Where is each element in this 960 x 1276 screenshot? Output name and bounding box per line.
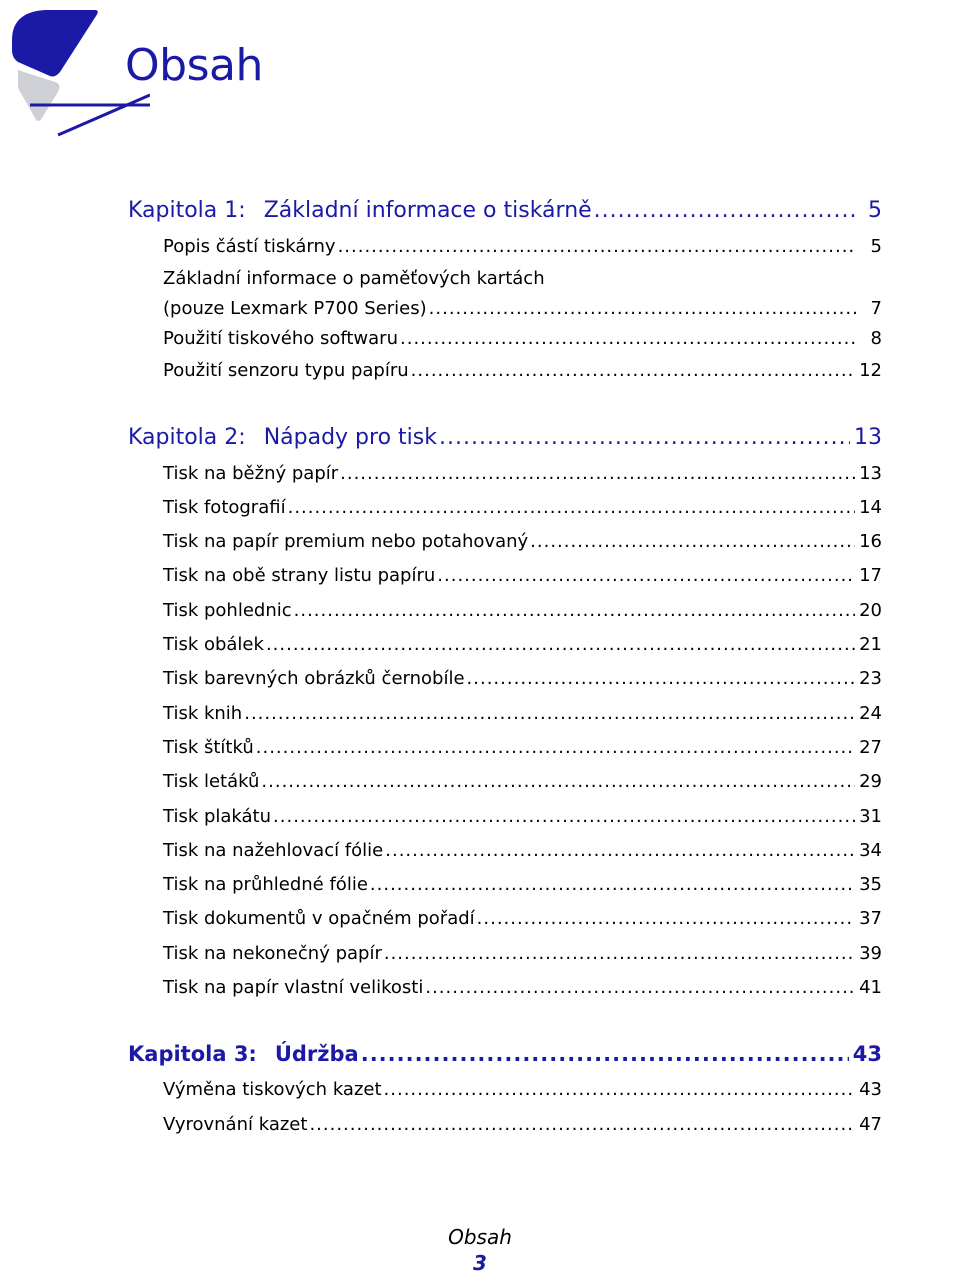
- toc-entry[interactable]: [128, 1108, 882, 1142]
- entry-page: 23: [859, 668, 882, 690]
- toc-entry[interactable]: [128, 902, 882, 936]
- leader-dots: [338, 230, 856, 264]
- entry-page: 17: [859, 565, 882, 587]
- chapter-label: Kapitola 2:: [128, 424, 246, 450]
- leader-dots: [385, 834, 855, 868]
- entry-title: Tisk na nekonečný papír: [163, 942, 382, 964]
- toc-entry[interactable]: [128, 834, 882, 868]
- entry-title: Použití tiskového softwaru: [163, 328, 398, 350]
- toc-entry[interactable]: [128, 1073, 882, 1107]
- entry-title: Popis částí tiskárny: [163, 236, 336, 257]
- leader-dots: [411, 354, 855, 388]
- toc-entry[interactable]: [128, 559, 882, 593]
- chapter-page: 43: [852, 1042, 882, 1067]
- entry-page: 43: [859, 1079, 882, 1101]
- leader-dots: [361, 1035, 849, 1073]
- leader-dots: [288, 491, 856, 525]
- toc-entry[interactable]: [128, 662, 882, 696]
- entry-page: 24: [859, 702, 882, 724]
- entry-page: 29: [859, 771, 882, 793]
- entry-title: Tisk letáků: [163, 771, 260, 793]
- toc-entry[interactable]: [128, 230, 882, 264]
- entry-title: Tisk na běžný papír: [163, 462, 339, 484]
- entry-page: 8: [870, 328, 882, 350]
- leader-dots: [256, 731, 855, 765]
- entry-title: Vyrovnání kazet: [163, 1113, 308, 1135]
- chapter-2-entries: [128, 457, 882, 1006]
- footer-label: Obsah: [448, 1225, 512, 1249]
- entry-page: 12: [859, 360, 882, 382]
- page-title: Obsah: [125, 40, 263, 91]
- entry-title: Tisk na papír premium nebo potahovaný: [163, 531, 529, 553]
- entry-page: 27: [859, 736, 882, 758]
- toc-entry[interactable]: [128, 324, 882, 354]
- entry-page: 13: [859, 462, 882, 484]
- leader-dots: [437, 559, 855, 593]
- entry-page: 37: [859, 908, 882, 930]
- leader-dots: [273, 800, 855, 834]
- leader-dots: [370, 868, 855, 902]
- toc-entry[interactable]: [128, 765, 882, 799]
- entry-page: 21: [859, 634, 882, 656]
- chapter-page: 13: [854, 424, 882, 450]
- entry-page: 16: [859, 531, 882, 553]
- leader-dots: [439, 419, 850, 457]
- toc-entry[interactable]: [128, 628, 882, 662]
- entry-title: Tisk na průhledné fólie: [163, 874, 368, 896]
- toc-entry[interactable]: [128, 800, 882, 834]
- entry-title: Tisk na nažehlovací fólie: [163, 839, 384, 861]
- leader-dots: [467, 662, 856, 696]
- chapter-label: Kapitola 1:: [128, 198, 246, 223]
- toc-entry[interactable]: [128, 294, 882, 324]
- footer-page-number: 3: [473, 1251, 487, 1275]
- chapter-page: 5: [868, 198, 882, 223]
- toc-entry[interactable]: [128, 525, 882, 559]
- entry-title: Tisk na obě strany listu papíru: [163, 565, 436, 587]
- chapter-title: Nápady pro tisk: [263, 424, 437, 450]
- entry-title: Výměna tiskových kazet: [163, 1079, 382, 1101]
- leader-dots: [261, 765, 855, 799]
- toc-entry[interactable]: [128, 354, 882, 388]
- toc-chapter-3[interactable]: [128, 1035, 882, 1073]
- leader-dots: [244, 697, 855, 731]
- leader-dots: [266, 628, 855, 662]
- toc-entry[interactable]: [128, 697, 882, 731]
- chapter-1-entries: [128, 230, 882, 389]
- leader-dots: [429, 294, 856, 324]
- entry-page: 34: [859, 839, 882, 861]
- toc-entry[interactable]: [128, 731, 882, 765]
- entry-title: Tisk knih: [163, 702, 243, 724]
- leader-dots: [294, 594, 855, 628]
- toc-entry[interactable]: [128, 971, 882, 1005]
- entry-page: 41: [859, 977, 882, 999]
- entry-title: Použití senzoru typu papíru: [163, 360, 409, 382]
- toc-chapter-2[interactable]: [128, 419, 882, 457]
- entry-page: 35: [859, 874, 882, 896]
- toc-entry[interactable]: [128, 937, 882, 971]
- entry-page: 14: [859, 496, 882, 518]
- chapter-3-entries: [128, 1073, 882, 1142]
- leader-dots: [309, 1108, 855, 1142]
- leader-dots: [384, 1073, 856, 1107]
- entry-page: 7: [870, 298, 882, 320]
- leader-dots: [594, 192, 856, 230]
- chapter-title: Základní informace o tiskárně: [263, 198, 592, 223]
- entry-title: Tisk na papír vlastní velikosti: [163, 977, 424, 999]
- toc-entry[interactable]: [128, 868, 882, 902]
- entry-title: Tisk obálek: [163, 634, 264, 656]
- entry-title: Tisk fotografií: [163, 496, 286, 518]
- entry-title: Tisk dokumentů v opačném pořadí: [163, 908, 475, 930]
- entry-title: Tisk pohlednic: [163, 599, 292, 621]
- toc-entry[interactable]: [128, 457, 882, 491]
- leader-dots: [340, 457, 855, 491]
- entry-page: 47: [859, 1113, 882, 1135]
- entry-page: 5: [870, 236, 882, 257]
- entry-title: Tisk štítků: [163, 736, 254, 758]
- entry-title: Tisk barevných obrázků černobíle: [163, 668, 465, 690]
- toc-entry-line1[interactable]: [128, 264, 882, 294]
- leader-dots: [530, 525, 855, 559]
- toc-chapter-1[interactable]: [128, 192, 882, 230]
- toc-entry[interactable]: [128, 491, 882, 525]
- leader-dots: [384, 937, 855, 971]
- toc-entry[interactable]: [128, 594, 882, 628]
- leader-dots: [477, 902, 855, 936]
- leader-dots: [425, 971, 855, 1005]
- entry-page: 39: [859, 942, 882, 964]
- page-footer: [0, 1224, 960, 1276]
- entry-title: Tisk plakátu: [163, 805, 272, 827]
- chapter-label: Kapitola 3:: [128, 1042, 257, 1067]
- leader-dots: [400, 324, 856, 354]
- entry-page: 31: [859, 805, 882, 827]
- entry-title: (pouze Lexmark P700 Series): [163, 298, 427, 320]
- entry-page: 20: [859, 599, 882, 621]
- table-of-contents: [128, 192, 882, 1148]
- chapter-title: Údržba: [274, 1042, 359, 1067]
- entry-title-line1: Základní informace o paměťových kartách: [163, 268, 545, 290]
